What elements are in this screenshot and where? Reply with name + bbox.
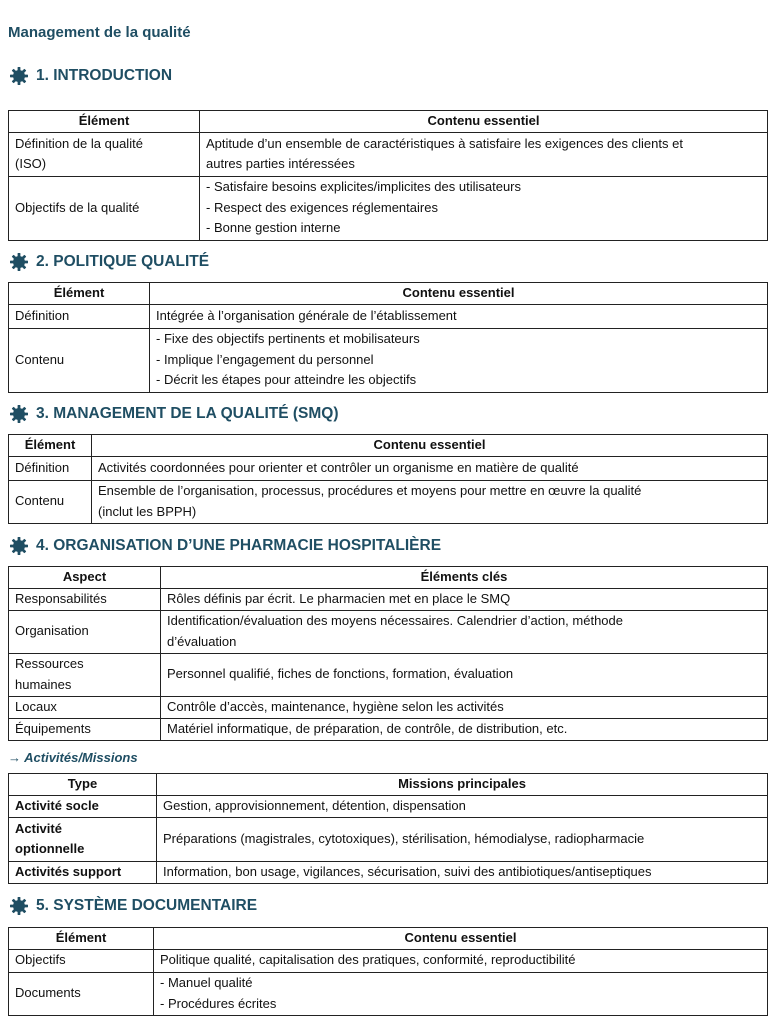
row-content: Identification/évaluation des moyens nécessaires. Calendrier d’action, méthode d’évaluation [161,610,768,653]
table-row [9,696,768,718]
table-row [9,817,768,861]
gear-bullet-icon [9,536,29,556]
column-header: Élément [9,435,92,457]
gear-bullet-icon [9,404,29,424]
table-management-qualite [8,434,768,524]
table-row [9,456,768,480]
section-heading-text: 2. POLITIQUE QUALITÉ [36,253,210,270]
gear-bullet-icon [9,252,29,272]
row-content: Rôles définis par écrit. Le pharmacien met en place le SMQ [161,588,768,610]
table-systeme-documentaire [8,927,768,1016]
column-header: Contenu essentiel [154,928,768,950]
column-header: Type [9,774,157,796]
table-row [9,949,768,972]
row-label: Locaux [9,696,161,718]
table-header-row [9,111,768,133]
table-row [9,861,768,883]
row-content: Contrôle d’accès, maintenance, hygiène selon les activités [161,696,768,718]
table-row [9,718,768,740]
table-organisation-pharmacie [8,566,768,741]
row-label: Activités support [9,861,157,883]
row-content: Politique qualité, capitalisation des pratiques, conformité, reproductibilité [154,949,768,972]
row-content: Personnel qualifié, fiches de fonctions, formation, évaluation [161,653,768,696]
gear-bullet-icon [9,66,29,86]
row-content: - Fixe des objectifs pertinents et mobilisateurs - Implique l’engagement du personnel - Décrit les étapes pour atteindre les objectifs [150,328,768,392]
row-content: Activités coordonnées pour orienter et contrôler un organisme en matière de qualité [92,456,768,480]
table-row [9,653,768,696]
column-header: Éléments clés [161,567,768,589]
table-header-row [9,435,768,457]
section-heading-systeme-documentaire [9,896,257,916]
table-row [9,588,768,610]
row-label: Ressources humaines [9,653,161,696]
section-heading-management-qualite [9,404,339,424]
table-row [9,328,768,392]
table-row [9,610,768,653]
row-label: Activité socle [9,795,157,817]
row-content: Gestion, approvisionnement, détention, dispensation [157,795,768,817]
row-label: Définition [9,304,150,328]
row-content: - Manuel qualité - Procédures écrites [154,972,768,1015]
row-content: Ensemble de l’organisation, processus, procédures et moyens pour mettre en œuvre la qualité (inclut les BPPH) [92,480,768,523]
table-header-row [9,283,768,305]
column-header: Contenu essentiel [92,435,768,457]
column-header: Élément [9,928,154,950]
column-header: Élément [9,283,150,305]
table-row [9,972,768,1015]
table-row [9,480,768,523]
row-label: Responsabilités [9,588,161,610]
gear-bullet-icon [9,896,29,916]
row-label: Organisation [9,610,161,653]
section-heading-text: 4. ORGANISATION D’UNE PHARMACIE HOSPITALIÈRE [36,537,442,554]
column-header: Contenu essentiel [150,283,768,305]
row-content: - Satisfaire besoins explicites/implicites des utilisateurs - Respect des exigences réglementaires - Bonne gestion interne [200,176,768,240]
row-label: Objectifs de la qualité [9,176,200,240]
row-content: Préparations (magistrales, cytotoxiques), stérilisation, hémodialyse, radiopharmacie [157,817,768,861]
table-header-row [9,774,768,796]
row-content: Intégrée à l’organisation générale de l’établissement [150,304,768,328]
section-heading-text: 5. SYSTÈME DOCUMENTAIRE [36,897,258,914]
row-label: Documents [9,972,154,1015]
row-label: Équipements [9,718,161,740]
column-header: Contenu essentiel [200,111,768,133]
table-row [9,304,768,328]
subheading-activites-missions: → Activités/Missions [8,750,138,765]
table-row [9,132,768,176]
row-label: Contenu [9,480,92,523]
table-row [9,795,768,817]
row-label: Objectifs [9,949,154,972]
row-content: Information, bon usage, vigilances, sécurisation, suivi des antibiotiques/antiseptiques [157,861,768,883]
table-row [9,176,768,240]
row-label: Définition [9,456,92,480]
table-activites-missions [8,773,768,884]
section-heading-introduction [9,66,172,86]
section-heading-organisation-pharmacie [9,536,441,556]
column-header: Missions principales [157,774,768,796]
table-introduction [8,110,768,241]
section-heading-text: 1. INTRODUCTION [36,67,173,84]
table-politique-qualite [8,282,768,393]
table-header-row [9,928,768,950]
row-label: Activité optionnelle [9,817,157,861]
column-header: Aspect [9,567,161,589]
row-label: Définition de la qualité (ISO) [9,132,200,176]
column-header: Élément [9,111,200,133]
section-heading-text: 3. MANAGEMENT DE LA QUALITÉ (SMQ) [36,405,339,422]
row-content: Matériel informatique, de préparation, de contrôle, de distribution, etc. [161,718,768,740]
table-header-row [9,567,768,589]
section-heading-politique-qualite [9,252,209,272]
row-label: Contenu [9,328,150,392]
row-content: Aptitude d’un ensemble de caractéristiques à satisfaire les exigences des clients et autres parties intéressées [200,132,768,176]
document-title: Management de la qualité [8,24,191,41]
